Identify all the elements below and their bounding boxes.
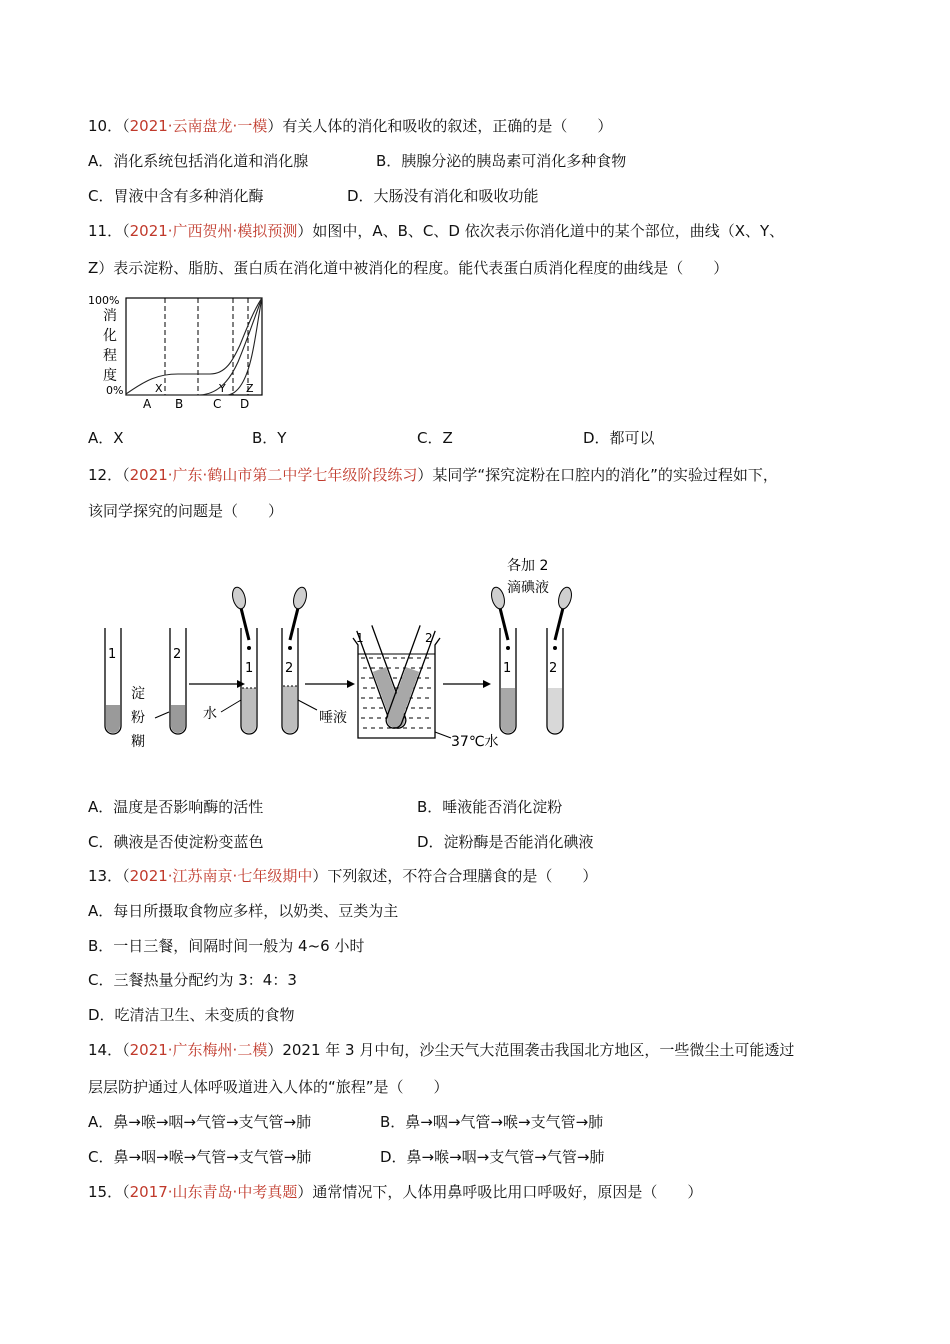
tube-2-number: 2	[173, 647, 182, 662]
chart-y-bottom: 0%	[106, 384, 124, 397]
q10-option-b: B．胰腺分泌的胰岛素可消化多种食物	[376, 152, 627, 170]
q14-option-d: D．鼻→喉→咽→支气管→气管→肺	[380, 1148, 605, 1166]
chart-y-label-1: 消	[103, 308, 117, 324]
curve-label-x: X	[155, 382, 163, 395]
x-label-b: B	[175, 397, 184, 411]
q11-source: 2021·广西贺州·模拟预测	[129, 222, 298, 240]
curve-y	[126, 298, 262, 395]
bath-temp-label: 37℃水	[451, 734, 499, 750]
q14-option-b: B．鼻→咽→气管→喉→支气管→肺	[380, 1113, 604, 1131]
q12-option-d: D．淀粉酶是否能消化碘液	[417, 833, 594, 851]
q12-source: 2021·广东·鹤山市第二中学七年级阶段练习	[129, 466, 418, 484]
q12-option-b: B．唾液能否消化淀粉	[417, 798, 563, 816]
curve-label-y: Y	[219, 382, 226, 395]
iodine-label-1: 各加 2	[507, 558, 549, 574]
starch-label-2: 粉	[131, 710, 145, 726]
bath-tube-2-number: 2	[425, 631, 433, 645]
starch-label-1: 淀	[131, 686, 145, 702]
curve-z	[126, 298, 262, 395]
q12-stem: 12．（2021·广东·鹤山市第二中学七年级阶段练习）某同学“探究淀粉在口腔内的消化”的实验过程如下，	[88, 466, 778, 484]
tube-6-number: 2	[549, 661, 558, 676]
x-label-d: D	[240, 397, 250, 411]
dropper-1	[241, 608, 249, 640]
tube-3-number: 1	[245, 661, 254, 676]
q10-option-c: C．胃液中含有多种消化酶	[88, 187, 264, 205]
q14-stem-2: 层层防护通过人体呼吸道进入人体的“旅程”是（ ）	[88, 1078, 449, 1096]
q13-option-a: A．每日所摄取食物应多样，以奶类、豆类为主	[88, 902, 399, 920]
q13-text: 下列叙述，不符合合理膳食的是（ ）	[327, 867, 598, 885]
dropper-3	[500, 608, 508, 640]
q11-digestion-chart	[88, 290, 278, 412]
q14-option-c: C．鼻→咽→喉→气管→支气管→肺	[88, 1148, 312, 1166]
q12-text-1: 某同学“探究淀粉在口腔内的消化”的实验过程如下，	[432, 466, 778, 484]
x-label-c: C	[213, 397, 222, 411]
q14-stem: 14．（2021·广东梅州·二模）2021 年 3 月中旬，沙尘天气大范围袭击我国北方地区，一些微尘土可能透过	[88, 1041, 795, 1059]
q11-stem: 11．（2021·广西贺州·模拟预测）如图中，A、B、C、D 依次表示你消化道中的某个部位，曲线（X、Y、	[88, 222, 785, 240]
tube-1-number: 1	[108, 647, 117, 662]
x-label-a: A	[143, 397, 152, 411]
q12-number: 12．	[88, 466, 123, 484]
q12-option-a: A．温度是否影响酶的活性	[88, 798, 264, 816]
q10-text: 有关人体的消化和吸收的叙述，正确的是（ ）	[282, 117, 613, 135]
q13-source: 2021·江苏南京·七年级期中	[129, 867, 313, 885]
q12-stem-2: 该同学探究的问题是（ ）	[88, 502, 284, 520]
q15-source: 2017·山东青岛·中考真题	[129, 1183, 298, 1201]
q14-text-1: 2021 年 3 月中旬，沙尘天气大范围袭击我国北方地区，一些微尘土可能透过	[282, 1041, 795, 1059]
chart-frame	[126, 298, 262, 395]
q13-option-d: D．吃清洁卫生、未变质的食物	[88, 1006, 295, 1024]
q13-option-b: B．一日三餐，间隔时间一般为 4~6 小时	[88, 937, 365, 955]
chart-y-label-3: 程	[103, 348, 117, 364]
chart-y-top: 100%	[88, 294, 120, 307]
q11-option-d: D．都可以	[583, 429, 655, 447]
iodine-label-2: 滴碘液	[507, 580, 549, 596]
tube-4-number: 2	[285, 661, 294, 676]
dropper-4	[555, 608, 563, 640]
q11-option-c: C．Z	[417, 429, 453, 447]
q10-source: 2021·云南盘龙·一模	[129, 117, 268, 135]
q15-stem: 15．（2017·山东青岛·中考真题）通常情况下，人体用鼻呼吸比用口呼吸好，原因是（ ）	[88, 1183, 703, 1201]
q11-number: 11．	[88, 222, 123, 240]
chart-y-label-2: 化	[103, 328, 117, 344]
q13-option-c: C．三餐热量分配约为 3：4：3	[88, 971, 297, 989]
q12-option-c: C．碘液是否使淀粉变蓝色	[88, 833, 264, 851]
q11-stem-2: Z）表示淀粉、脂肪、蛋白质在消化道中被消化的程度。能代表蛋白质消化程度的曲线是（ ）	[88, 259, 729, 277]
q10-stem: 10．（2021·云南盘龙·一模）有关人体的消化和吸收的叙述，正确的是（ ）	[88, 117, 613, 135]
q14-source: 2021·广东梅州·二模	[129, 1041, 268, 1059]
q14-number: 14．	[88, 1041, 123, 1059]
dropper-2	[290, 608, 298, 640]
q11-option-a: A．X	[88, 429, 124, 447]
curve-label-z: Z	[246, 382, 254, 395]
water-label: 水	[203, 706, 217, 722]
q10-option-a: A．消化系统包括消化道和消化腺	[88, 152, 309, 170]
q13-number: 13．	[88, 867, 123, 885]
q15-text: 通常情况下，人体用鼻呼吸比用口呼吸好，原因是（ ）	[312, 1183, 703, 1201]
q11-text-1: 如图中，A、B、C、D 依次表示你消化道中的某个部位，曲线（X、Y、	[312, 222, 785, 240]
chart-y-label-4: 度	[103, 368, 117, 384]
starch-label-3: 糊	[131, 734, 145, 750]
q15-number: 15．	[88, 1183, 123, 1201]
tube-1-fill	[106, 705, 120, 733]
q10-number: 10．	[88, 117, 123, 135]
q10-option-d: D．大肠没有消化和吸收功能	[347, 187, 539, 205]
q11-option-b: B．Y	[252, 429, 287, 447]
bath-tube-1-number: 1	[356, 631, 364, 645]
tube-5-number: 1	[503, 661, 512, 676]
q13-stem: 13．（2021·江苏南京·七年级期中）下列叙述，不符合合理膳食的是（ ）	[88, 867, 598, 885]
curve-x	[126, 298, 262, 394]
q12-experiment-figure	[95, 550, 615, 760]
saliva-label: 唾液	[319, 710, 347, 726]
tube-2-fill	[171, 705, 185, 733]
q14-option-a: A．鼻→喉→咽→气管→支气管→肺	[88, 1113, 312, 1131]
